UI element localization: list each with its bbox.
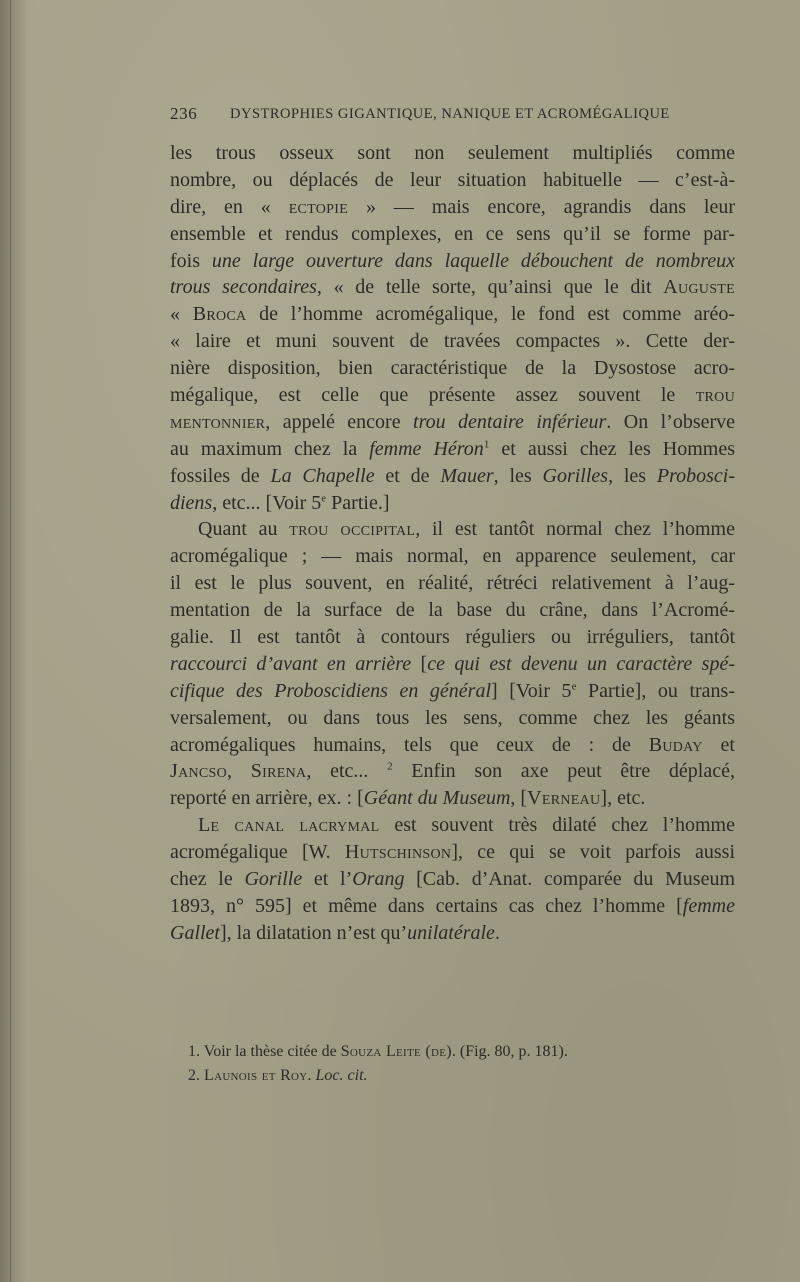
paragraph-start-line (170, 812, 735, 839)
text-run: , etc... [Voir 5 (212, 491, 322, 514)
footnotes (170, 1040, 735, 1088)
italic-run: unilatérale (407, 921, 495, 944)
text-run: Enfin son axe peut être déplacé, (392, 760, 735, 783)
text-run: , il est tantôt normal chez l’homme (415, 518, 735, 541)
small-caps-run: trou occipital (289, 518, 416, 541)
text-run: , (227, 760, 251, 783)
footnote (170, 1064, 735, 1088)
text-run: dire, en « (170, 195, 289, 218)
small-caps-run: Verneau (527, 787, 601, 810)
italic-run: une large ouverture dans laquelle débouchent de nombreux (211, 249, 735, 272)
text-line (170, 463, 735, 490)
small-caps-run: mentonnier (170, 410, 266, 433)
text-line (170, 866, 735, 893)
text-line (170, 194, 735, 221)
italic-run: La Chapelle (270, 464, 375, 487)
text-run: acromégalique [W. (170, 841, 345, 864)
text-line (170, 839, 735, 866)
small-caps-run: Auguste (663, 276, 735, 299)
text-run: ], la dilatation n’est qu’ (220, 921, 408, 944)
body-text (170, 140, 735, 947)
text-run: , les (608, 464, 657, 487)
text-line (170, 167, 735, 194)
text-run: ensemble et rendus complexes, en ce sens qu’il se forme par- (170, 222, 735, 245)
text-run: fois (170, 249, 212, 272)
small-caps-run: Sirena (250, 760, 307, 783)
text-line (170, 678, 735, 705)
text-line (170, 732, 735, 759)
text-run: nière disposition, bien caractéristique de la Dysostose acro- (170, 357, 735, 380)
text-line (170, 409, 735, 436)
text-run: . On l’observe (606, 410, 736, 433)
text-line (170, 301, 735, 328)
italic-run: Gorilles (542, 464, 609, 487)
text-run: Quant au (198, 518, 290, 541)
text-run: . (Fig. 80, p. 181). (451, 1043, 568, 1060)
text-line (170, 436, 735, 463)
text-run: et aussi chez les Hommes (489, 437, 736, 460)
italic-run: femme (682, 894, 735, 917)
italic-run: Probosci- (656, 464, 736, 487)
text-line (170, 274, 735, 301)
text-run: reporté en arrière, ex. : [ (170, 787, 364, 810)
italic-run: Gallet (170, 921, 220, 944)
text-line (170, 651, 735, 678)
text-run: , appelé encore (265, 410, 414, 433)
footnote-marker: e (571, 680, 577, 693)
italic-run: Géant du Museum (363, 787, 511, 810)
text-run: ], ce qui se voit parfois aussi (451, 841, 735, 864)
small-caps-run: Broca (192, 303, 247, 326)
text-run: versalement, ou dans tous les sens, comme chez les géants (170, 706, 735, 729)
text-run: [ (411, 652, 428, 675)
italic-run: Gorille (244, 868, 303, 891)
page-number: 236 (170, 104, 198, 123)
text-run: ], etc. (600, 787, 646, 810)
text-run: 1893, n° 595] et même dans certains cas chez l’homme [ (170, 894, 683, 917)
text-run: » — mais encore, agrandis dans leur (348, 195, 735, 218)
italic-run: ce qui est devenu un caractère spé- (427, 652, 735, 675)
text-run: les trous osseux sont non seulement multipliés comme (170, 142, 735, 164)
text-run: et l’ (302, 868, 353, 891)
text-line (170, 355, 735, 382)
text-line (170, 758, 735, 785)
footnote-marker: 1 (483, 438, 490, 451)
running-head (170, 104, 730, 128)
text-run: . (494, 921, 500, 944)
text-run: , les (493, 464, 543, 487)
text-run: galie. Il est tantôt à contours réguliers ou irréguliers, tantôt (170, 626, 735, 649)
text-run: , etc... (306, 760, 388, 783)
text-line (170, 248, 735, 275)
small-caps-run: ectopie (288, 195, 349, 218)
text-run: « (170, 303, 193, 326)
text-run: il est le plus souvent, en réalité, rétréci relativement à l’aug- (170, 572, 735, 595)
italic-run: raccourci d’avant en arrière (170, 652, 412, 675)
text-line (170, 543, 735, 570)
text-run: « laire et muni souvent de travées compactes ». Cette der- (170, 330, 735, 353)
text-line (170, 785, 735, 812)
small-caps-run: Buday (648, 733, 703, 756)
text-line (170, 328, 735, 355)
header-title: DYSTROPHIES GIGANTIQUE, NANIQUE ET ACROMÉGALIQUE (230, 106, 670, 122)
small-caps-run: Launois et Roy (204, 1067, 308, 1084)
text-run: et (702, 733, 735, 756)
small-caps-run: Jancso (170, 760, 228, 783)
footnote-marker: 2 (387, 760, 393, 773)
text-run: Partie.] (326, 491, 390, 514)
footnote (170, 1040, 735, 1064)
text-line (170, 705, 735, 732)
text-line (170, 893, 735, 920)
text-run: , [ (510, 787, 528, 810)
small-caps-run: Le canal lacrymal (198, 814, 380, 837)
text-line (170, 140, 735, 167)
text-line (170, 382, 735, 409)
text-run: 1. Voir la thèse citée de (188, 1043, 341, 1060)
text-line (170, 920, 735, 947)
text-line (170, 597, 735, 624)
text-run: et de (374, 464, 441, 487)
text-run: de l’homme acromégalique, le fond est comme aréo- (246, 303, 735, 326)
small-caps-run: Hutschinson (344, 841, 452, 864)
italic-run: Orang (352, 868, 405, 891)
page-edge-shadow (0, 0, 26, 1282)
text-run: . (307, 1067, 316, 1084)
text-run: mentation de la surface de la base du crâne, dans l’Acromé- (170, 599, 735, 622)
italic-run: Mauer (440, 464, 494, 487)
text-line (170, 570, 735, 597)
italic-run: trous secondaires (170, 276, 317, 299)
italic-run: Loc. cit. (315, 1067, 368, 1084)
text-run: au maximum chez la (170, 437, 370, 460)
text-run: chez le (170, 868, 245, 891)
italic-run: cifique des Proboscidiens en général (170, 679, 492, 702)
text-run: fossiles de (170, 464, 271, 487)
text-run: ] [Voir 5 (491, 679, 572, 702)
text-run: acromégaliques humains, tels que ceux de : de (170, 733, 649, 756)
text-run: Partie], ou trans- (576, 679, 735, 702)
text-run: , « de telle sorte, qu’ainsi que le dit (316, 276, 664, 299)
text-run: acromégalique ; — mais normal, en apparence seulement, car (170, 545, 735, 568)
text-run: nombre, ou déplacés de leur situation habituelle — c’est-à- (170, 168, 735, 191)
italic-run: femme Héron (369, 437, 484, 460)
small-caps-run: Souza Leite (de) (340, 1043, 452, 1060)
text-line (170, 624, 735, 651)
text-line (170, 221, 735, 248)
footnote-marker: e (321, 491, 327, 504)
text-line (170, 490, 735, 517)
text-run: mégalique, est celle que présente assez souvent le (170, 384, 696, 407)
text-run: est souvent très dilaté chez l’homme (379, 814, 735, 837)
italic-run: trou dentaire inférieur (413, 410, 607, 433)
text-run: [Cab. d’Anat. comparée du Museum (404, 868, 736, 891)
text-run: 2. (188, 1067, 204, 1084)
paragraph-start-line (170, 516, 735, 543)
italic-run: diens (170, 491, 213, 514)
small-caps-run: trou (695, 384, 735, 407)
